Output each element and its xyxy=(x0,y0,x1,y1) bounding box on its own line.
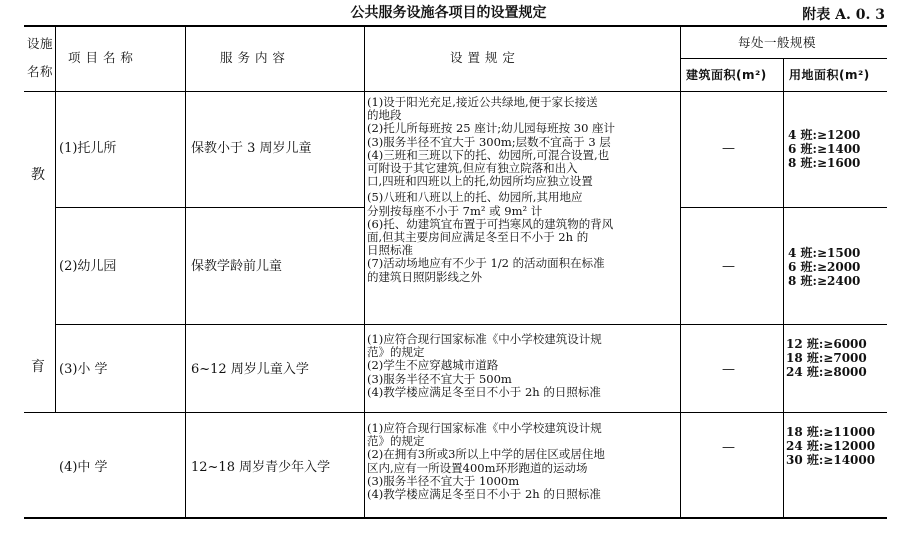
row-name-primary: (3)小 学 xyxy=(59,362,108,377)
row-name-nursery: (1)托儿所 xyxy=(59,141,117,156)
category-top: 教 xyxy=(31,167,45,183)
row-building-secondary: — xyxy=(722,440,735,455)
requirement-line: (6)托、幼建筑宜布置于可挡寒风的建筑物的背风 xyxy=(367,216,614,231)
requirement-line: 的建筑日照阴影线之外 xyxy=(367,269,482,284)
row-building-kindergarten: — xyxy=(722,259,735,274)
row-land-secondary xyxy=(786,425,875,467)
requirement-line: 分别按每座不小于 7m² 或 9m² 计 xyxy=(367,203,543,218)
requirement-line: 口,四班和四班以上的托,幼园所均应独立设置 xyxy=(367,174,593,189)
header-scale-group: 每处一般规模 xyxy=(738,35,817,50)
requirement-line: 范》的规定 xyxy=(367,434,425,449)
land-area-item: 24 班:≥12000 xyxy=(786,439,876,453)
requirement-line: (1)设于阳光充足,接近公共绿地,便于家长接送 xyxy=(367,95,598,109)
row-land-kindergarten xyxy=(788,246,860,288)
row-land-nursery xyxy=(788,128,860,170)
header-land-area: 用地面积(m²) xyxy=(789,68,870,82)
requirement-line: (2)托儿所每班按 25 座计;幼儿园每班按 30 座计 xyxy=(367,121,616,136)
row-service-nursery: 保教小于 3 周岁儿童 xyxy=(191,141,312,156)
header-requirements: 设 置 规 定 xyxy=(450,50,516,65)
header-category-bottom: 名称 xyxy=(27,64,54,79)
row-name-kindergarten: (2)幼儿园 xyxy=(59,259,117,274)
land-area-item: 18 班:≥11000 xyxy=(786,425,876,439)
requirement-line: 的地段 xyxy=(367,108,402,123)
requirement-line: (1)应符合现行国家标准《中小学校建筑设计规 xyxy=(367,421,602,435)
category-bottom: 育 xyxy=(31,359,45,375)
row-building-primary: — xyxy=(722,362,735,377)
requirement-line: (3)服务半径不宜大于 1000m xyxy=(367,473,520,488)
requirements-secondary xyxy=(367,422,605,501)
requirement-line: (1)应符合现行国家标准《中小学校建筑设计规 xyxy=(367,332,602,346)
appendix-label: 附表 A. 0. 3 xyxy=(802,7,885,23)
requirements-nursery-kindergarten xyxy=(367,96,615,284)
requirement-line: 日照标准 xyxy=(367,243,413,258)
land-area-item: 4 班:≥1500 xyxy=(788,246,861,260)
requirement-line: (4)三班和三班以下的托、幼园所,可混合设置,也 xyxy=(367,147,610,162)
requirements-primary xyxy=(367,333,602,399)
requirement-line: (4)教学楼应满足冬至日不小于 2h 的日照标准 xyxy=(367,487,601,502)
requirement-line: 可附设于其它建筑,但应有独立院落和出入 xyxy=(367,161,578,176)
requirement-line: (3)服务半径不宜大于 500m xyxy=(367,371,512,386)
requirement-line: 面,但其主要房间应满足冬至日不小于 2h 的 xyxy=(367,230,589,245)
row-land-primary xyxy=(786,337,867,379)
land-area-item: 18 班:≥7000 xyxy=(786,351,867,365)
header-item-name: 项 目 名 称 xyxy=(68,50,134,65)
land-area-item: 4 班:≥1200 xyxy=(788,128,861,142)
table-title: 公共服务设施各项目的设置规定 xyxy=(350,5,547,21)
land-area-item: 24 班:≥8000 xyxy=(786,365,867,379)
row-service-kindergarten: 保教学龄前儿童 xyxy=(191,259,283,274)
header-category-top: 设施 xyxy=(27,36,54,51)
header-service: 服 务 内 容 xyxy=(220,50,286,65)
land-area-item: 6 班:≥2000 xyxy=(788,260,861,274)
requirement-line: (2)学生不应穿越城市道路 xyxy=(367,358,499,373)
header-building-area: 建筑面积(m²) xyxy=(686,68,767,82)
row-service-primary: 6~12 周岁儿童入学 xyxy=(191,362,309,377)
land-area-item: 6 班:≥1400 xyxy=(788,142,861,156)
land-area-item: 8 班:≥2400 xyxy=(788,274,861,288)
requirement-line: (2)在拥有3所或3所以上中学的居住区或居住地 xyxy=(367,447,605,462)
requirement-line: (5)八班和八班以上的托、幼园所,其用地应 xyxy=(367,190,583,205)
land-area-item: 8 班:≥1600 xyxy=(788,156,861,170)
land-area-item: 12 班:≥6000 xyxy=(786,337,867,351)
requirement-line: 范》的规定 xyxy=(367,345,425,360)
row-building-nursery: — xyxy=(722,141,735,156)
land-area-item: 30 班:≥14000 xyxy=(786,453,876,467)
row-name-secondary: (4)中 学 xyxy=(59,460,108,475)
requirement-line: 区内,应有一所设置400m环形跑道的运动场 xyxy=(367,460,588,475)
requirement-line: (3)服务半径不宜大于 300m;层数不宜高于 3 层 xyxy=(367,134,611,149)
requirement-line: (4)教学楼应满足冬至日不小于 2h 的日照标准 xyxy=(367,384,601,399)
row-service-secondary: 12~18 周岁青少年入学 xyxy=(191,460,331,475)
requirement-line: (7)活动场地应有不少于 1/2 的活动面积在标准 xyxy=(367,256,605,271)
